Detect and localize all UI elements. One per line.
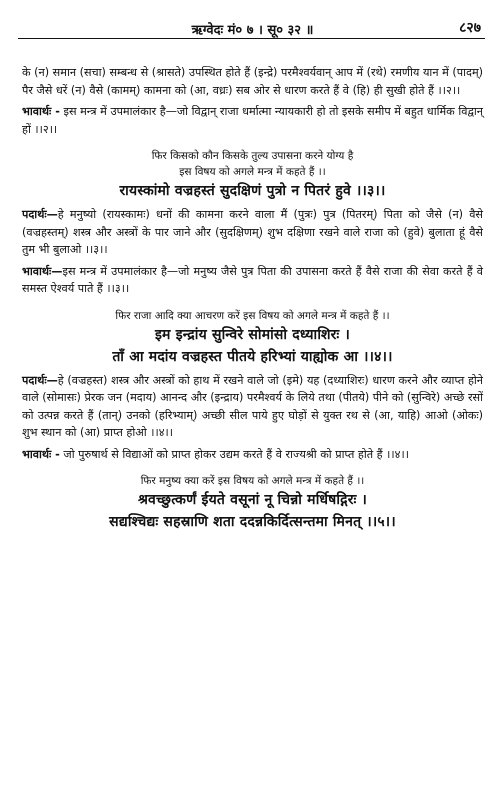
paragraph-text: जो पुरुषार्थ से विद्याओं को प्राप्त होकर उद्यम करते हैं वे राज्यश्री को प्राप्त होते हैं ।।४।। [63,447,409,461]
page-number: ८२७ [459,20,481,36]
paragraph-text: हे (वज्रहस्त) शस्त्र और अस्त्रों को हाथ में रखने वाले जो (इमे) यह (दध्याशिरः) धारण करने और व्याप्त होने वाले (सोमासः) प्रेरक जन (मदाय) आनन्द और (इन्द्राय) परमैश्वर्य के लिये तथा (पीतये) पीने को (सुन्विरे) अच्छे रसों को उत्पन्न करते हैं (तान्) उनको (हरिभ्याम्) अच्छी सील पाये हुए घोड़ों से युक्त रथ से (आ, याहि) आओ (ओकः) शुभ स्थान को (आ) प्राप्त होओ ।।४।। [22,373,483,439]
section-intro: फिर मनुष्य क्या करें इस विषय को अगले मन्त्र में कहते हैं ।। [140,475,365,487]
paragraph-continued [22,64,483,99]
mantra-line: सद्यश्चिद्यः सहस्राणि शता ददन्नकिर्दित्सन्तमा मिनत् ।।५।। [109,514,396,530]
section-intro: फिर राजा आदि क्या आचरण करें इस विषय को अगले मन्त्र में कहते हैं ।। [115,309,390,322]
padartha-label: पदार्थः— [22,208,58,221]
mantra-line: ताँ आ मदांय वज्रहस्त पीतये हरिभ्यां याह्योक आ ।।४।। [112,348,393,365]
bhavartha-label: भावार्थः - [22,447,60,461]
padartha-paragraph [22,372,483,442]
mantra-line: इम इन्द्रांय सुन्विरे सोमांसो दध्याशिरः । [154,326,350,343]
paragraph-text: हे मनुष्यो (रायस्कामः) धनों की कामना करने वाला मैं (पुत्रः) पुत्र (पितरम्) पिता को जैसे (न) वैसे (वज्रहस्तम्) शस्त्र और अस्त्रों के पार जाने और (सुदक्षिणम्) शुभ दक्षिणा रखने वाले राजा को (हुवे) बुलाता हूं वैसे तुम भी बुलाओ ।।३।। [22,208,483,256]
bhavartha-paragraph [22,446,483,464]
page-body [22,64,483,533]
section-intro: फिर किसको कौन किसके तुल्य उपासना करने योग्य है [151,150,354,162]
bhavartha-paragraph [22,103,483,138]
header-rule [18,38,485,39]
paragraph-text: के (न) समान (सचा) सम्बन्ध से (श्रासते) उपस्थित होते हैं (इन्द्रे) परमैश्वर्यवान् आप में (रथे) रमणीय यान में (पादम्) पैर जैसे धरें (न) वैसे (कामम्) कामना को (आ, वध्रः) सब ओर से धारण करते हैं वे (हि) ही सुखी होते हैं ।।२।। [22,66,483,97]
page-header [22,0,483,40]
section-intro: इस विषय को अगले मन्त्र में कहते हैं ।। [179,166,326,178]
mantra-line: रायस्कांमो वज्रहस्तं सुदक्षिणं पुत्रो न पितरं हुवे ।।३।। [119,183,386,199]
bhavartha-label: भावार्थः— [22,264,63,278]
paragraph-text: इस मन्त्र में उपमालंकार है—जो विद्वान् राजा धर्मात्मा न्यायकारी हो तो इसके समीप में बहुत धार्मिक विद्वान् हों ।।२।। [22,105,484,136]
running-head: ऋग्वेदः मं० ७ । सू० ३२ ॥ [191,23,314,38]
mantra-line: श्रवच्छुत्कर्णं ईयते वसूनां नू चिन्नो मर्धिषद्गिरः । [137,492,368,508]
padartha-paragraph [22,206,483,259]
paragraph-text: इस मन्त्र में उपमालंकार है—जो मनुष्य जैसे पुत्र पिता की उपासना करते हैं वैसे राजा की सेवा करते हैं वे समस्त ऐश्वर्य पाते हैं ।।३।। [22,264,483,295]
bhavartha-label: भावार्थः - [22,105,60,118]
bhavartha-paragraph [22,263,483,298]
padartha-label: पदार्थः— [22,373,58,387]
